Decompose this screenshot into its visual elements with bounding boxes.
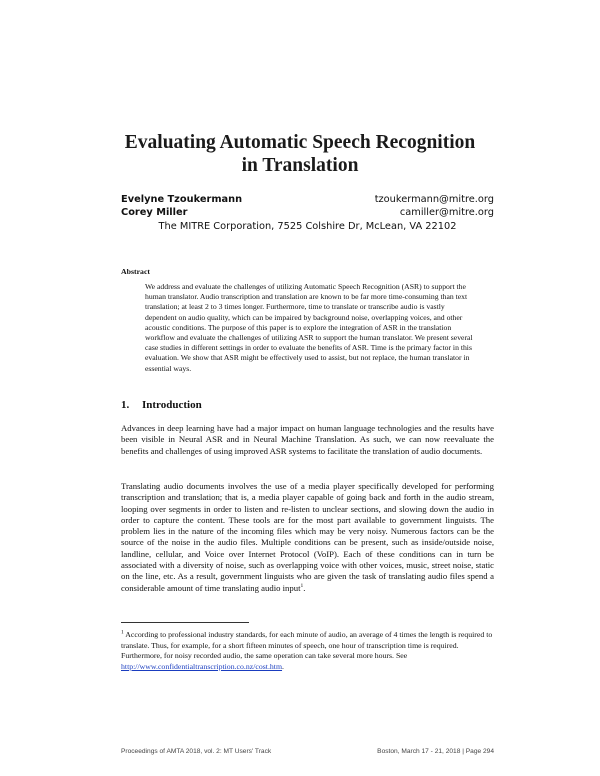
author-email[interactable]: camiller@mitre.org	[399, 207, 494, 218]
footnote-marker: 1	[121, 629, 124, 636]
footnote-reference[interactable]: 1	[300, 582, 304, 589]
paragraph-end: .	[303, 582, 306, 593]
footnote	[121, 630, 494, 672]
author-block	[121, 193, 494, 233]
affiliation: The MITRE Corporation, 7525 Colshire Dr, McLean, VA 22102	[158, 221, 457, 232]
intro-paragraph-1: Advances in deep learning have had a major impact on human language technologies and the results have been visible in Neural ASR and in Neural Machine Translation. As such, we can now reevaluate the benefits and challenges of using improved ASR systems to facilitate the translation of audio documents.	[121, 423, 494, 456]
abstract-heading: Abstract	[121, 267, 151, 276]
section-heading-introduction	[121, 399, 202, 411]
footnote-link[interactable]: http://www.confidentialtranscription.co.nz/cost.htm	[121, 661, 283, 671]
author-row	[121, 193, 494, 206]
intro-paragraph-2	[121, 481, 494, 594]
section-title: Introduction	[142, 399, 202, 411]
author-row	[121, 206, 494, 219]
section-number: 1.	[121, 399, 130, 411]
footnote-end: .	[282, 661, 284, 671]
title-line-1: Evaluating Automatic Speech Recognition	[124, 132, 476, 153]
author-name: Evelyne Tzoukermann	[121, 194, 243, 205]
author-name: Corey Miller	[121, 207, 188, 218]
footnote-divider	[121, 622, 249, 623]
footnote-text: According to professional industry standards, for each minute of audio, an average of 4 times the length is required to translate. Thus, for example, for a short fifteen minutes of speech, one hour of transcription time is required. Furthermore, for noisy recorded audio, the same operation can take several more hours. See	[121, 630, 493, 660]
paragraph-text: Translating audio documents involves the use of a media player specifically developed for performing transcription and translation; that is, a media player capable of going back and forth in the audio stream, looping over segments in order to listen and re-listen to unclear sections, and slowing down the audio in order to capture the content. These tools are for the most part available to government linguists. The problem lies in the nature of the incoming files which may be very noisy. Numerous factors can be the source of the noise in the audio files. Multiple conditions can be present, such as inside/outside noise, landline, cellular, and Voice over Internet Protocol (VoIP). Each of these conditions can in turn be associated with a diversity of noise, such as overlapping voice with other voices, music, street noise, static on the line, etc. As a result, government linguists who are given the task of translating audio files spend a considerable amount of time translating audio input	[121, 481, 494, 593]
abstract-text: We address and evaluate the challenges of utilizing Automatic Speech Recognition (ASR) to support the human translator. Audio transcription and translation are known to be far more time-consuming than text translation; at least 2 to 3 times longer. Furthermore, time to translate or transcribe audio is vastly dependent on audio quality, which can be impaired by background noise, overlapping voices, and other acoustic conditions. The purpose of this paper is to explore the integration of ASR in the translation workflow and evaluate the challenges of utilizing ASR to support the human translator. We present several case studies in different settings in order to evaluate the benefits of ASR. Time is the primary factor in this evaluation. We show that ASR might be effectively used to assist, but not replace, the human translator in essential ways.	[145, 282, 473, 373]
title-line-2: in Translation	[241, 155, 359, 176]
author-email[interactable]: tzoukermann@mitre.org	[374, 194, 494, 205]
footer-proceedings: Proceedings of AMTA 2018, vol. 2: MT Users' Track	[121, 748, 272, 755]
footer-page-info: Boston, March 17 - 21, 2018 | Page 294	[377, 748, 494, 755]
paper-title	[60, 131, 540, 177]
